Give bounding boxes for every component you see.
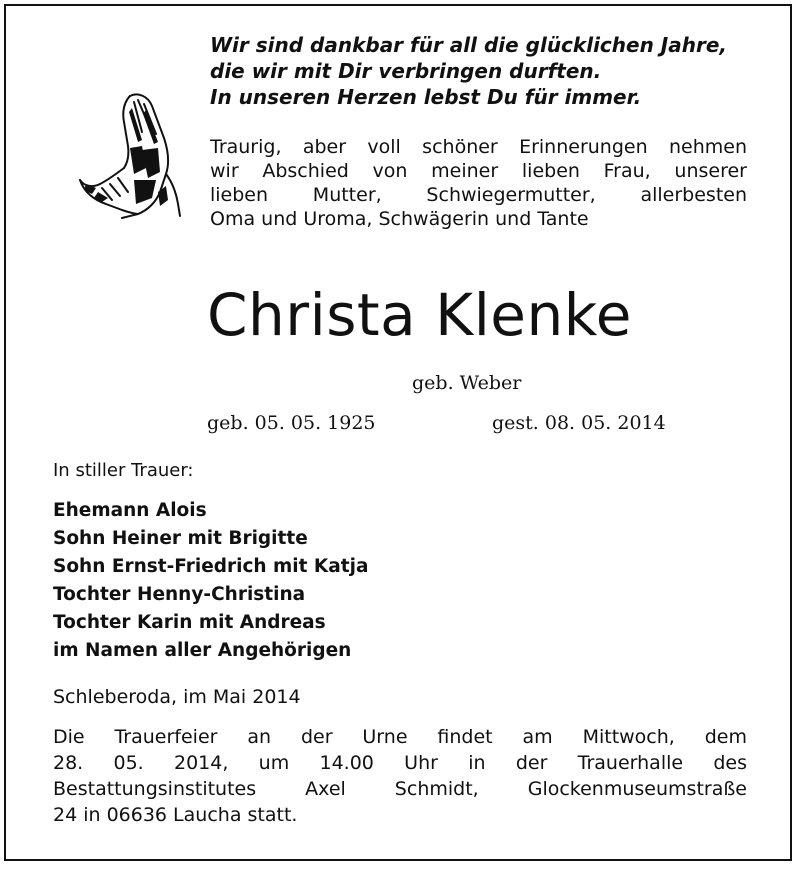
praying-hands-icon: [72, 88, 187, 223]
intro-line: Oma und Uroma, Schwägerin und Tante: [210, 208, 589, 230]
quote-line: die wir mit Dir verbringen durften.: [210, 59, 602, 83]
quote-line: Wir sind dankbar für all die glücklichen Jahre,: [210, 33, 727, 57]
farewell-intro: [210, 135, 747, 231]
notice-line: 24 in 06636 Laucha statt.: [53, 804, 298, 826]
mourners-list: [53, 497, 368, 665]
birth-name: geb. Weber: [412, 372, 522, 394]
mourner-item: Tochter Karin mit Andreas: [53, 612, 326, 633]
place-date: Schleberoda, im Mai 2014: [53, 686, 301, 708]
notice-line: Die Trauerfeier an der Urne findet am Mittwoch, dem: [53, 726, 747, 748]
intro-line: lieben Mutter, Schwiegermutter, allerbesten: [210, 184, 747, 206]
mourning-label: In stiller Trauer:: [53, 460, 194, 481]
quote-line: In unseren Herzen lebst Du für immer.: [210, 85, 642, 109]
birth-date: geb. 05. 05. 1925: [207, 412, 376, 434]
deceased-name: Christa Klenke: [207, 281, 632, 349]
notice-line: Bestattungsinstitutes Axel Schmidt, Glockenmuseumstraße: [53, 778, 747, 800]
funeral-notice: [53, 724, 747, 828]
mourner-item: im Namen aller Angehörigen: [53, 640, 352, 661]
memorial-quote: [210, 32, 727, 110]
intro-line: wir Abschied von meiner lieben Frau, unserer: [210, 160, 747, 182]
notice-line: 28. 05. 2014, um 14.00 Uhr in der Trauerhalle des: [53, 752, 747, 774]
mourner-item: Tochter Henny-Christina: [53, 584, 306, 605]
mourner-item: Sohn Ernst-Friedrich mit Katja: [53, 556, 369, 577]
intro-line: Traurig, aber voll schöner Erinnerungen nehmen: [210, 136, 747, 158]
death-date: gest. 08. 05. 2014: [492, 412, 666, 434]
mourner-item: Ehemann Alois: [53, 500, 207, 521]
mourner-item: Sohn Heiner mit Brigitte: [53, 528, 308, 549]
